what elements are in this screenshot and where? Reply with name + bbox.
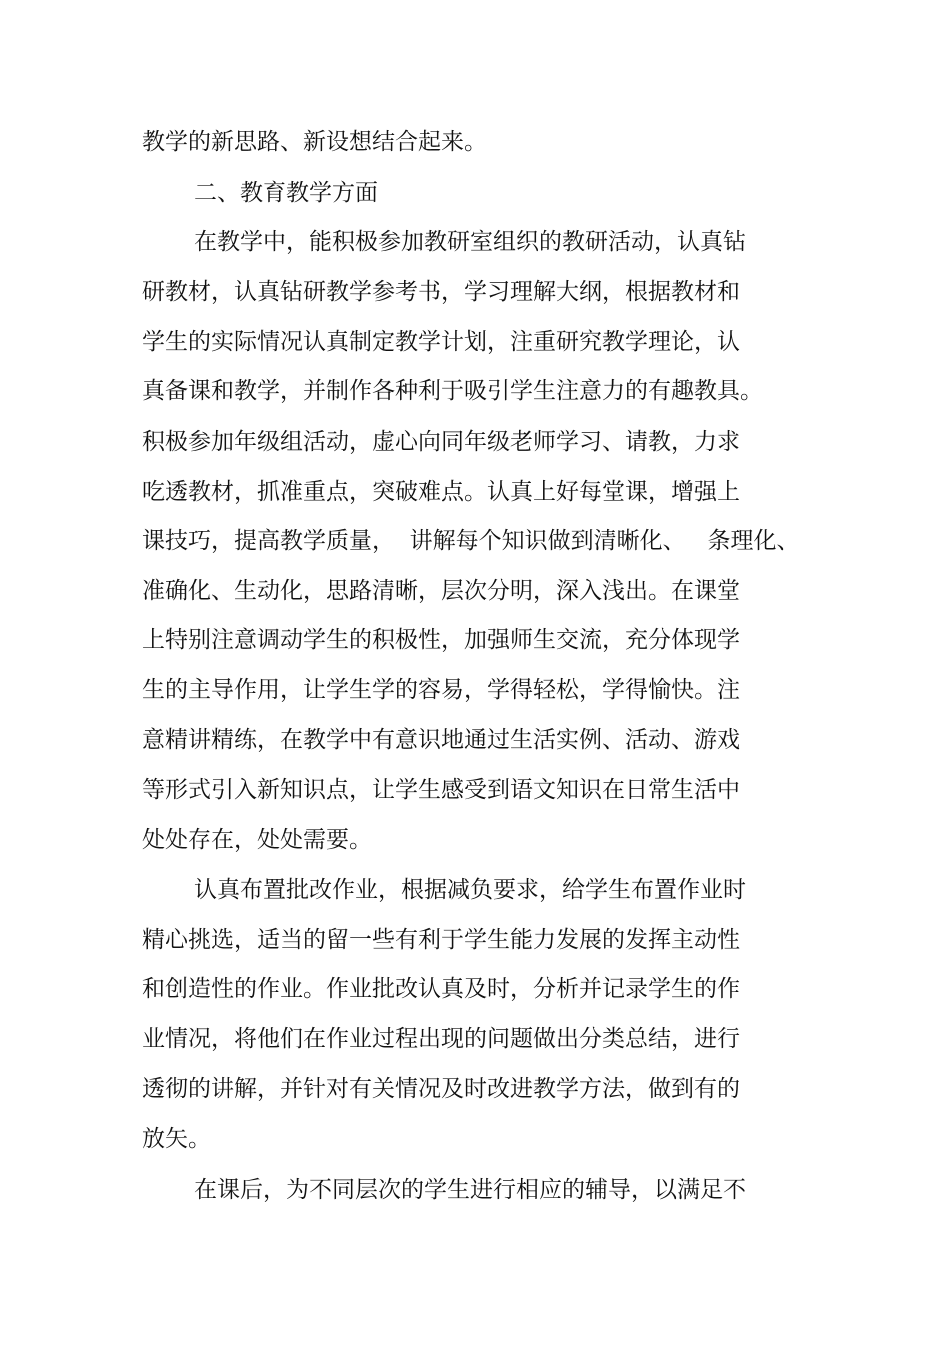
text-line: 在教学中，能积极参加教研室组织的教研活动，认真钻 [194,229,746,255]
text-line: 和创造性的作业。作业批改认真及时，分析并记录学生的作 [142,976,740,1002]
text-line: 课技巧，提高教学质量， 讲解每个知识做到清晰化、 条理化、 [142,528,800,554]
text-line: 等形式引入新知识点，让学生感受到语文知识在日常生活中 [142,777,740,803]
text-line: 处处存在，处处需要。 [142,827,372,853]
text-line: 放矢。 [142,1126,211,1152]
text-line: 意精讲精练，在教学中有意识地通过生活实例、活动、游戏 [142,727,740,753]
text-line: 准确化、生动化，思路清晰，层次分明，深入浅出。在课堂 [142,578,740,604]
text-line: 上特别注意调动学生的积极性，加强师生交流，充分体现学 [142,627,740,653]
text-line: 研教材，认真钻研教学参考书，学习理解大纲，根据教材和 [142,279,740,305]
text-line: 吃透教材，抓准重点，突破难点。认真上好每堂课，增强上 [142,479,740,505]
text-line: 学生的实际情况认真制定教学计划，注重研究教学理论，认 [142,329,740,355]
text-line: 生的主导作用，让学生学的容易，学得轻松，学得愉快。注 [142,677,740,703]
text-line: 认真布置批改作业，根据减负要求，给学生布置作业时 [194,877,746,903]
text-line: 积极参加年级组活动，虚心向同年级老师学习、请教，力求 [142,429,740,455]
text-line: 精心挑选，适当的留一些有利于学生能力发展的发挥主动性 [142,927,740,953]
text-line: 教学的新思路、新设想结合起来。 [142,129,487,155]
text-line: 透彻的讲解，并针对有关情况及时改进教学方法，做到有的 [142,1076,740,1102]
section-heading: 二、教育教学方面 [194,180,378,206]
text-line: 业情况，将他们在作业过程出现的问题做出分类总结，进行 [142,1026,740,1052]
text-line: 在课后，为不同层次的学生进行相应的辅导，以满足不 [194,1177,746,1203]
text-line: 真备课和教学，并制作各种利于吸引学生注意力的有趣教具。 [142,378,763,404]
